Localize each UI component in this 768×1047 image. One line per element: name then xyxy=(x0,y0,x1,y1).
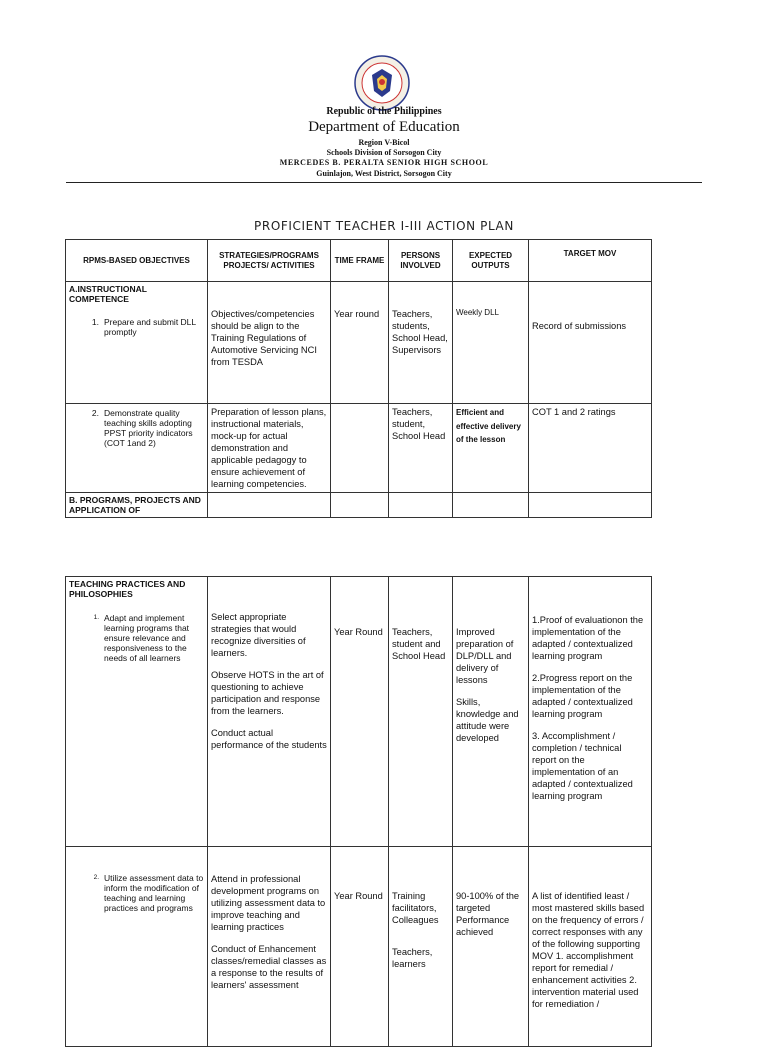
objective-number: 2. xyxy=(91,408,99,418)
region-line: Region V-Bicol xyxy=(358,138,410,147)
column-header: RPMS-BASED OBJECTIVES xyxy=(66,240,208,282)
mov-cell: Record of submissions xyxy=(529,282,652,404)
header-divider xyxy=(66,182,702,183)
persons-cell: Training facilitators, Colleagues Teachers, learners xyxy=(389,847,453,1047)
school-name: MERCEDES B. PERALTA SENIOR HIGH SCHOOL xyxy=(279,158,489,167)
section-heading: TEACHING PRACTICES AND PHILOSOPHIES xyxy=(69,579,186,599)
objective-text: Prepare and submit DLL promptly xyxy=(104,317,196,337)
output-cell: Improved preparation of DLP/DLL and delivery of lessons Skills, knowledge and attitude were developed xyxy=(453,577,529,847)
persons-cell: Teachers, students, School Head, Supervisors xyxy=(389,282,453,404)
time-frame-cell xyxy=(331,404,389,493)
objective-text: Utilize assessment data to inform the modification of teaching and learning practices and programs xyxy=(104,873,204,913)
time-frame-cell: Year round xyxy=(331,282,389,404)
strategy-cell: Objectives/competencies should be align to the Training Regulations of Automotive Servicing NCI from TESDA xyxy=(208,282,331,404)
persons-cell: Teachers, student, School Head xyxy=(389,404,453,493)
school-address: Guinlajon, West District, Sorsogon City xyxy=(316,169,452,178)
objective-number: 2. xyxy=(93,874,99,881)
mov-cell: A list of identified least / most mastered skills based on the frequency of errors / correct responses with any of the following supporting MOV 1. accomplishment report for remedial / enhancement activities 2. intervention material used for remediation / xyxy=(529,847,652,1047)
objective-number: 1. xyxy=(91,317,99,327)
table-row xyxy=(66,493,652,518)
table-row xyxy=(66,282,652,404)
division-line: Schools Division of Sorsogon City xyxy=(326,148,442,157)
column-header: STRATEGIES/PROGRAMS PROJECTS/ ACTIVITIES xyxy=(208,240,331,282)
section-heading: B. PROGRAMS, PROJECTS AND APPLICATION OF xyxy=(69,495,201,515)
objective-cell xyxy=(66,577,208,847)
column-header: EXPECTED OUTPUTS xyxy=(453,240,529,282)
objective-cell xyxy=(66,404,208,493)
table-row xyxy=(66,577,652,847)
objective-cell xyxy=(66,493,208,518)
action-plan-table xyxy=(65,239,652,518)
strategy-cell: Preparation of lesson plans, instructional materials, mock-up for actual demonstration and applicable pedagogy to ensure achievement of learning competencies. xyxy=(208,404,331,493)
time-frame-cell: Year Round xyxy=(331,577,389,847)
column-header: TARGET MOV xyxy=(529,240,652,282)
strategy-cell: Select appropriate strategies that would recognize diversities of learners. Observe HOTS in the art of questioning to achieve participation and response from the learners. Conduct actual performance of the students xyxy=(208,577,331,847)
output-cell: Efficient and effective delivery of the lesson xyxy=(453,404,529,493)
mov-cell: COT 1 and 2 ratings xyxy=(529,404,652,493)
objective-cell xyxy=(66,282,208,404)
column-header: PERSONS INVOLVED xyxy=(389,240,453,282)
output-cell: 90-100% of the targeted Performance achieved xyxy=(453,847,529,1047)
table-row xyxy=(66,404,652,493)
objective-text: Demonstrate quality teaching skills adopting PPST priority indicators (COT 1and 2) xyxy=(104,408,193,448)
objective-cell xyxy=(66,847,208,1047)
department-title: Department of Education xyxy=(308,119,460,135)
column-header: TIME FRAME xyxy=(331,240,389,282)
objective-number: 1. xyxy=(93,614,99,621)
time-frame-cell: Year Round xyxy=(331,847,389,1047)
deped-seal-logo xyxy=(354,55,410,111)
republic-line: Republic of the Philippines xyxy=(326,106,442,117)
table-row xyxy=(66,847,652,1047)
section-heading: A.INSTRUCTIONAL COMPETENCE xyxy=(69,284,147,304)
action-plan-table-continued xyxy=(65,576,652,1047)
output-cell: Weekly DLL xyxy=(453,282,529,404)
persons-cell: Teachers, student and School Head xyxy=(389,577,453,847)
page-title: PROFICIENT TEACHER I-III ACTION PLAN xyxy=(254,219,514,233)
objective-text: Adapt and implement learning programs that ensure relevance and responsiveness to the needs of all learners xyxy=(104,613,190,663)
mov-cell: 1.Proof of evaluationon the implementation of the adapted / contextualized learning program 2.Progress report on the implementation of the adapted / contextualized learning program 3. Accomplishment / completion / technical report on the implementation of an adapted / contextualized learning program xyxy=(529,577,652,847)
strategy-cell: Attend in professional development programs on utilizing assessment data to improve teaching and learning practices Conduct of Enhancement classes/remedial classes as a response to the results of learners' assessment xyxy=(208,847,331,1047)
